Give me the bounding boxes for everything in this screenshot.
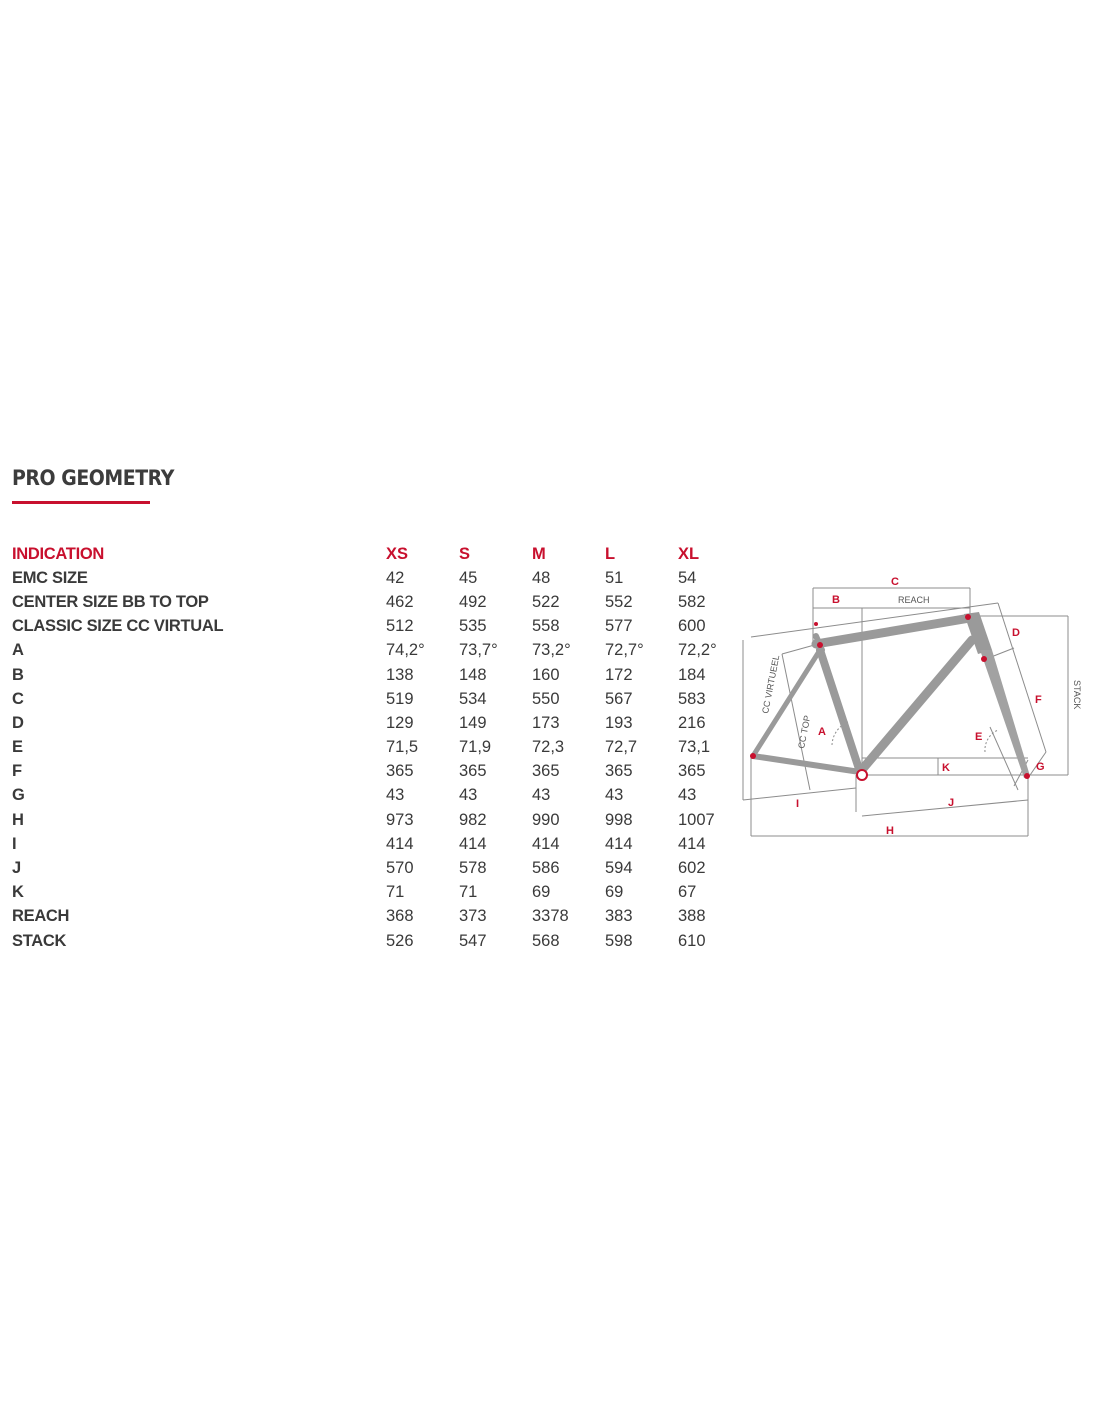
row-value: 73,1 <box>678 738 711 757</box>
row-value: 462 <box>386 592 414 611</box>
row-value: 583 <box>678 689 706 708</box>
row-value: 67 <box>678 883 697 902</box>
row-label: EMC SIZE <box>12 568 88 587</box>
row-label: I <box>12 834 17 853</box>
row-label: E <box>12 738 23 757</box>
row-value: 51 <box>605 568 624 587</box>
row-value: 414 <box>605 834 633 853</box>
table-row <box>12 711 751 735</box>
row-value: 558 <box>532 617 560 636</box>
row-label: C <box>12 689 24 708</box>
row-value: 365 <box>532 762 560 781</box>
marker-seat-cluster <box>817 642 823 648</box>
fork <box>980 650 1030 778</box>
row-value: 43 <box>605 786 624 805</box>
header-size-s: S <box>459 544 471 563</box>
frame-geometry-diagram <box>738 570 1088 850</box>
row-label: F <box>12 762 22 781</box>
row-value: 600 <box>678 617 706 636</box>
row-value: 1007 <box>678 810 715 829</box>
table-row <box>12 905 751 929</box>
row-value: 71 <box>459 883 478 902</box>
row-value: 373 <box>459 907 487 926</box>
table-row <box>12 736 751 760</box>
row-value: 594 <box>605 859 633 878</box>
row-label: H <box>12 810 24 829</box>
row-value: 414 <box>678 834 706 853</box>
table-header-row <box>12 542 751 566</box>
row-label: STACK <box>12 931 67 950</box>
marker-bottom-bracket <box>857 770 867 780</box>
row-value: 72,7 <box>605 738 638 757</box>
table-row <box>12 832 751 856</box>
label-g: G <box>1036 761 1045 773</box>
row-value: 73,7° <box>459 641 498 660</box>
table-row <box>12 929 751 953</box>
row-value: 148 <box>459 665 487 684</box>
row-value: 982 <box>459 810 487 829</box>
table-row <box>12 566 751 590</box>
label-k: K <box>942 762 950 774</box>
row-value: 414 <box>459 834 487 853</box>
row-value: 535 <box>459 617 487 636</box>
marker-front-axle <box>1024 773 1030 779</box>
row-value: 414 <box>386 834 414 853</box>
row-value: 598 <box>605 931 633 950</box>
row-value: 526 <box>386 931 414 950</box>
row-value: 586 <box>532 859 560 878</box>
header-size-l: L <box>605 544 616 563</box>
table-row <box>12 687 751 711</box>
row-value: 73,2° <box>532 641 571 660</box>
label-h: H <box>886 825 894 837</box>
row-value: 990 <box>532 810 560 829</box>
table-row <box>12 615 751 639</box>
row-label: G <box>12 786 25 805</box>
label-b: B <box>832 594 840 606</box>
header-size-m: M <box>532 544 546 563</box>
marker-seat-top <box>814 622 818 626</box>
row-value: 388 <box>678 907 706 926</box>
row-value: 42 <box>386 568 405 587</box>
row-value: 492 <box>459 592 487 611</box>
row-value: 173 <box>532 713 560 732</box>
row-value: 72,2° <box>678 641 717 660</box>
row-label: D <box>12 713 24 732</box>
down-tube <box>860 640 972 772</box>
row-label: B <box>12 665 24 684</box>
row-value: 512 <box>386 617 414 636</box>
row-value: 582 <box>678 592 706 611</box>
row-value: 3378 <box>532 907 569 926</box>
label-e: E <box>975 731 983 743</box>
row-value: 74,2° <box>386 641 425 660</box>
dim-line-f <box>998 603 1046 752</box>
dim-line-i <box>743 788 856 800</box>
table-row <box>12 639 751 663</box>
table-row <box>12 590 751 614</box>
marker-rear-axle <box>750 753 756 759</box>
row-value: 69 <box>605 883 624 902</box>
row-value: 578 <box>459 859 487 878</box>
table-row <box>12 784 751 808</box>
row-value: 54 <box>678 568 697 587</box>
label-d: D <box>1012 627 1020 639</box>
dim-line-j <box>862 800 1028 816</box>
label-j: J <box>948 797 955 809</box>
row-value: 71 <box>386 883 405 902</box>
row-value: 610 <box>678 931 706 950</box>
header-size-xs: XS <box>386 544 409 563</box>
row-value: 160 <box>532 665 560 684</box>
seat-tube <box>820 650 860 772</box>
marker-head-top <box>965 614 971 620</box>
label-i: I <box>796 798 800 810</box>
row-value: 71,9 <box>459 738 492 757</box>
row-value: 550 <box>532 689 560 708</box>
row-value: 365 <box>459 762 487 781</box>
label-stack: STACK <box>1072 680 1082 710</box>
row-value: 414 <box>532 834 560 853</box>
row-value: 547 <box>459 931 487 950</box>
row-value: 149 <box>459 713 487 732</box>
page-title: PRO GEOMETRY <box>12 466 174 490</box>
row-value: 522 <box>532 592 560 611</box>
table-row <box>12 808 751 832</box>
row-value: 534 <box>459 689 487 708</box>
table-row <box>12 760 751 784</box>
row-value: 368 <box>386 907 414 926</box>
geometry-table <box>12 542 751 953</box>
row-value: 43 <box>459 786 478 805</box>
row-value: 69 <box>532 883 551 902</box>
row-value: 973 <box>386 810 414 829</box>
row-value: 568 <box>532 931 560 950</box>
row-value: 72,7° <box>605 641 644 660</box>
table-row <box>12 881 751 905</box>
row-label: A <box>12 641 24 660</box>
row-label: K <box>12 883 24 902</box>
header-indication: INDICATION <box>12 544 105 563</box>
row-value: 45 <box>459 568 478 587</box>
row-value: 567 <box>605 689 633 708</box>
row-value: 602 <box>678 859 706 878</box>
row-value: 216 <box>678 713 706 732</box>
row-value: 365 <box>678 762 706 781</box>
label-cc-virtueel: CC VIRTUEEL <box>760 654 782 715</box>
row-value: 43 <box>386 786 405 805</box>
row-value: 48 <box>532 568 551 587</box>
label-cc-top: CC TOP <box>796 714 813 750</box>
table-row <box>12 856 751 880</box>
header-size-xl: XL <box>678 544 700 563</box>
row-value: 129 <box>386 713 414 732</box>
label-reach: REACH <box>898 595 930 605</box>
label-c: C <box>891 576 899 588</box>
row-value: 172 <box>605 665 633 684</box>
row-value: 383 <box>605 907 633 926</box>
row-value: 193 <box>605 713 633 732</box>
row-label: CLASSIC SIZE CC VIRTUAL <box>12 617 224 636</box>
marker-head-bottom <box>981 656 987 662</box>
row-value: 138 <box>386 665 414 684</box>
label-f: F <box>1035 694 1042 706</box>
row-value: 998 <box>605 810 633 829</box>
row-value: 43 <box>532 786 551 805</box>
row-value: 184 <box>678 665 706 684</box>
row-value: 519 <box>386 689 414 708</box>
row-value: 365 <box>605 762 633 781</box>
row-value: 43 <box>678 786 697 805</box>
top-tube <box>816 618 970 644</box>
row-label: CENTER SIZE BB TO TOP <box>12 592 209 611</box>
table-row <box>12 663 751 687</box>
row-value: 552 <box>605 592 633 611</box>
label-a: A <box>818 726 826 738</box>
row-value: 570 <box>386 859 414 878</box>
row-label: J <box>12 859 21 878</box>
row-label: REACH <box>12 907 70 926</box>
row-value: 71,5 <box>386 738 419 757</box>
chain-stay <box>753 756 860 772</box>
row-value: 72,3 <box>532 738 565 757</box>
row-value: 365 <box>386 762 414 781</box>
title-underline <box>12 501 150 504</box>
row-value: 577 <box>605 617 633 636</box>
